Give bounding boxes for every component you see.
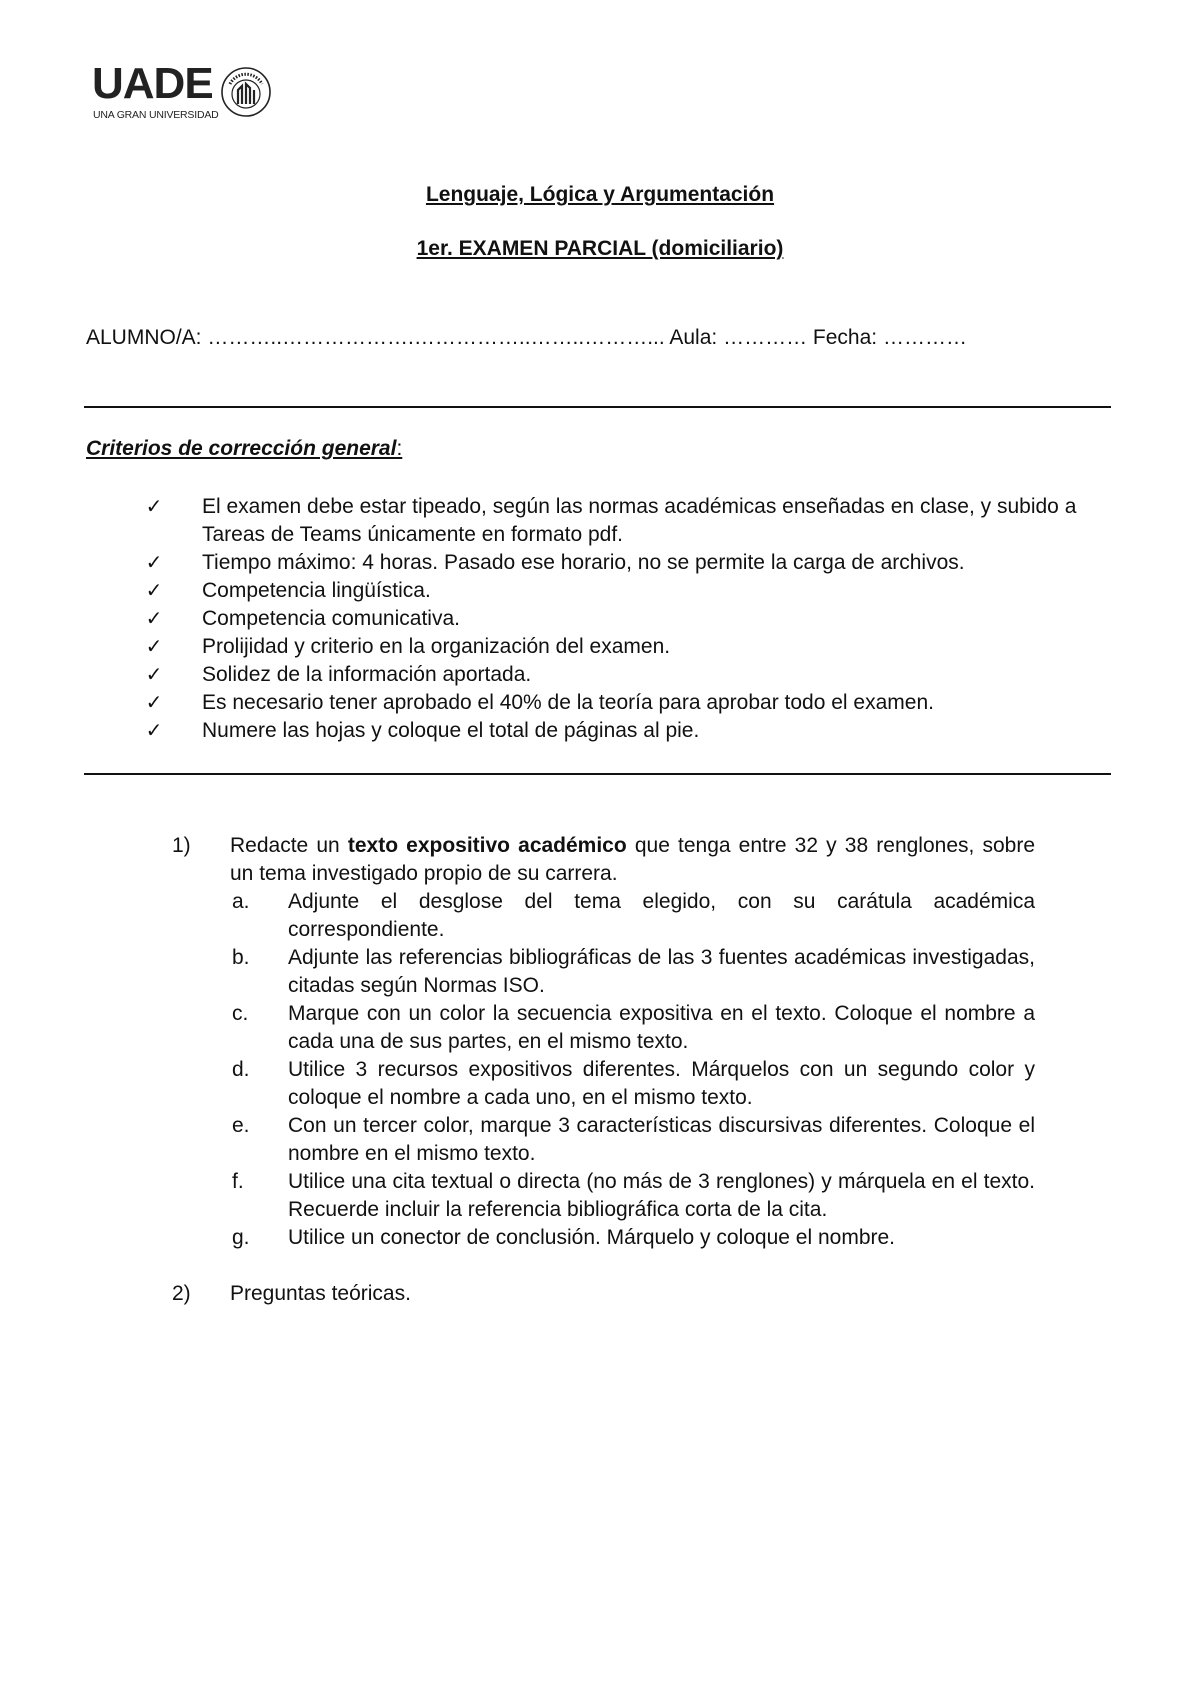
criteria-item: ✓ Tiempo máximo: 4 horas. Pasado ese horario, no se permite la carga de archivos. [0,549,1122,577]
checkmark-icon: ✓ [145,580,163,602]
criteria-item: ✓ Es necesario tener aprobado el 40% de la teoría para aprobar todo el examen. [0,689,1122,717]
sub-item-f: f. Utilice una cita textual o directa (no más de 3 renglones) y márquela en el texto. Recuerde incluir la referencia bibliográfica corta de la cita. [232,1170,1035,1221]
logo-tagline: UNA GRAN UNIVERSIDAD [93,109,219,121]
course-title: Lenguaje, Lógica y Argumentación [425,183,775,206]
question-1 [0,832,1200,1252]
question-text: Redacte un texto expositivo académico que tenga entre 32 y 38 renglones, sobre un tema investigado propio de su carrera. [230,834,1036,885]
criteria-item: ✓ El examen debe estar tipeado, según las normas académicas enseñadas en clase, y subido a Tareas de Teams únicamente en formato pdf. [0,493,1122,549]
student-info-line: ALUMNO/A: ………..……………….……………..……..………... Aula: ………… Fecha: ………… [86,326,967,349]
criteria-item: ✓ Numere las hojas y coloque el total de páginas al pie. [0,717,1122,745]
sub-item-a: a. Adjunte el desglose del tema elegido, con su carátula académica correspondiente. [232,890,1035,941]
checkmark-icon: ✓ [145,496,163,518]
exam-subtitle: 1er. EXAMEN PARCIAL (domiciliario) [416,237,784,260]
checkmark-icon: ✓ [145,664,163,686]
criteria-list [0,493,1200,745]
checkmark-icon: ✓ [145,636,163,658]
uade-logo [92,59,282,124]
sub-item-c: c. Marque con un color la secuencia expositiva en el texto. Coloque el nombre a cada una de sus partes, en el mismo texto. [232,1002,1035,1053]
criteria-item: ✓ Competencia comunicativa. [0,605,1122,633]
criteria-heading: Criterios de corrección general: [86,437,403,460]
checkmark-icon: ✓ [145,608,163,630]
bottom-divider [84,773,1111,775]
criteria-item: ✓ Competencia lingüística. [0,577,1122,605]
checkmark-icon: ✓ [145,552,163,574]
checkmark-icon: ✓ [145,692,163,714]
question-number: 2) [172,1282,191,1305]
foundation-seal-icon [220,66,272,118]
questions-section [0,832,1200,1308]
question-number: 1) [172,834,191,857]
question-2 [0,1280,1200,1308]
sub-item-g: g. Utilice un conector de conclusión. Márquelo y coloque el nombre. [232,1226,896,1249]
checkmark-icon: ✓ [145,720,163,742]
question-text: Preguntas teóricas. [230,1282,411,1305]
top-divider [84,406,1111,408]
criteria-item: ✓ Solidez de la información aportada. [0,661,1122,689]
criteria-item: ✓ Prolijidad y criterio en la organización del examen. [0,633,1122,661]
sub-item-list [0,888,1200,1252]
sub-item-d: d. Utilice 3 recursos expositivos diferentes. Márquelos con un segundo color y coloque el nombre a cada uno, en el mismo texto. [232,1058,1035,1109]
sub-item-b: b. Adjunte las referencias bibliográficas de las 3 fuentes académicas investigadas, citadas según Normas ISO. [232,946,1035,997]
logo-wordmark: UADE [92,59,213,108]
sub-item-e: e. Con un tercer color, marque 3 características discursivas diferentes. Coloque el nombre en el mismo texto. [232,1114,1035,1165]
